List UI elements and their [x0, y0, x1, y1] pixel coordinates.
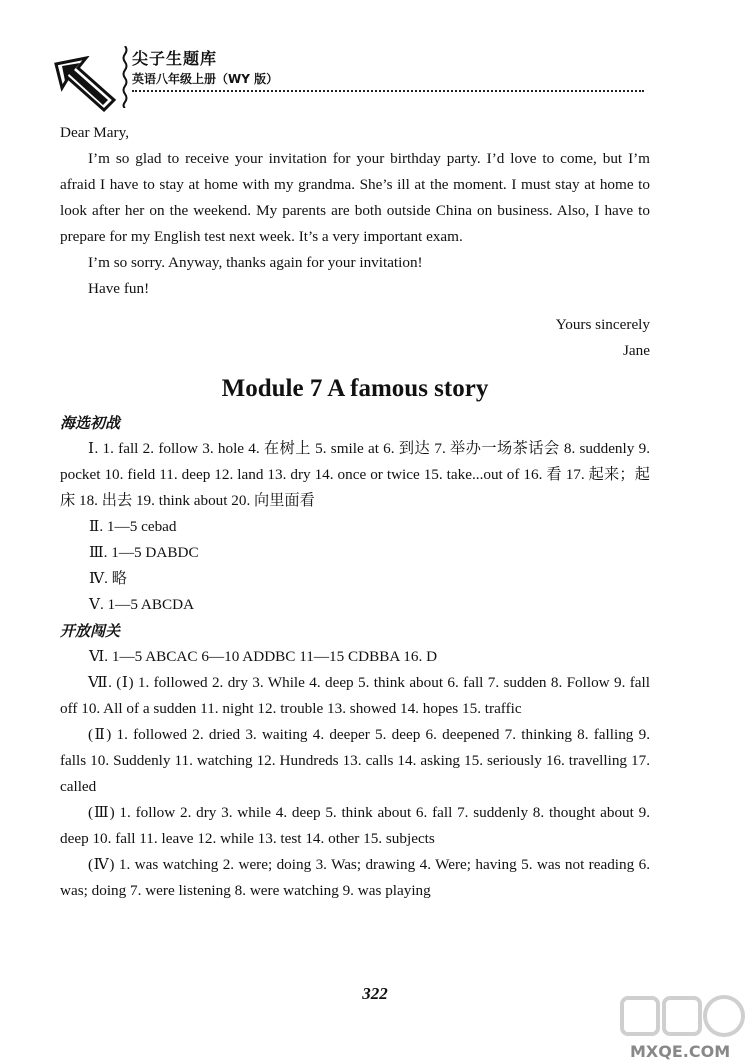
answer-item: Ⅴ. 1—5 ABCDA — [89, 596, 195, 613]
book-title: 尖子生题库 — [132, 49, 218, 68]
module-title: Module 7 A famous story — [221, 375, 489, 402]
page-header — [52, 42, 652, 112]
book-subtitle: 英语八年级上册（WY 版） — [132, 72, 279, 86]
answer-item: Ⅰ. 1. fall 2. follow 3. hole 4. 在树上 5. smile at 6. 到达 7. 举办一场茶话会 8. suddenly 9. pocket 10. field 11. deep 12. land 13. dry 14. once or twice 15. take...out of 16. 看 17. 起来；起床 18. 出去 19. think about 20. 向里面看 — [60, 440, 650, 509]
arrow-logo-icon — [52, 56, 118, 112]
letter-signature: Jane — [623, 342, 650, 359]
answer-item: Ⅲ. 1—5 DABDC — [89, 544, 199, 561]
section-heading: 开放闯关 — [60, 622, 121, 640]
answer-item: (Ⅳ) 1. was watching 2. were; doing 3. Was; drawing 4. Were; having 5. was not reading 6. was; doing 7. were listening 8. were watching 9. was playing — [60, 856, 650, 899]
letter-closing: Yours sincerely — [555, 316, 650, 333]
header-divider — [132, 90, 644, 92]
answer-item: Ⅳ. 略 — [89, 570, 127, 587]
answer-item: Ⅵ. 1—5 ABCAC 6—10 ADDBC 11—15 CDBBA 16. D — [89, 648, 438, 665]
section-heading: 海选初战 — [60, 414, 121, 432]
answer-item: (Ⅲ) 1. follow 2. dry 3. while 4. deep 5. think about 6. fall 7. suddenly 8. thought about 9. deep 10. fall 11. leave 12. while 13. test 14. other 15. subjects — [60, 804, 650, 847]
page-content — [60, 120, 650, 904]
letter-paragraph: I’m so glad to receive your invitation for your birthday party. I’d love to come, but I’m afraid I have to stay at home with my grandma. She’s ill at the moment. I must stay at home to look after her on the weekend. My parents are both outside China on business. Also, I have to prepare for my English test next week. It’s a very important exam. — [60, 150, 650, 245]
letter-paragraph: I’m so sorry. Anyway, thanks again for your invitation! — [88, 254, 423, 271]
watermark-url: MXQE.COM — [630, 1042, 731, 1061]
answer-item: (Ⅱ) 1. followed 2. dried 3. waiting 4. deeper 5. deep 6. deepened 7. thinking 8. falling 9. falls 10. Suddenly 11. watching 12. Hundreds 13. calls 14. asking 15. seriously 16. travelling 17. called — [60, 726, 650, 795]
spine-decoration-icon — [122, 46, 128, 108]
answer-item: Ⅶ. (Ⅰ) 1. followed 2. dry 3. While 4. deep 5. think about 6. fall 7. sudden 8. Follow 9. fall off 10. All of a sudden 11. night 12. trouble 13. showed 14. hopes 15. traffic — [60, 674, 650, 717]
answer-item: Ⅱ. 1—5 cebad — [89, 518, 177, 535]
letter-greeting: Dear Mary, — [60, 124, 130, 141]
page-number: 322 — [362, 984, 388, 1003]
letter-paragraph: Have fun! — [88, 280, 150, 297]
